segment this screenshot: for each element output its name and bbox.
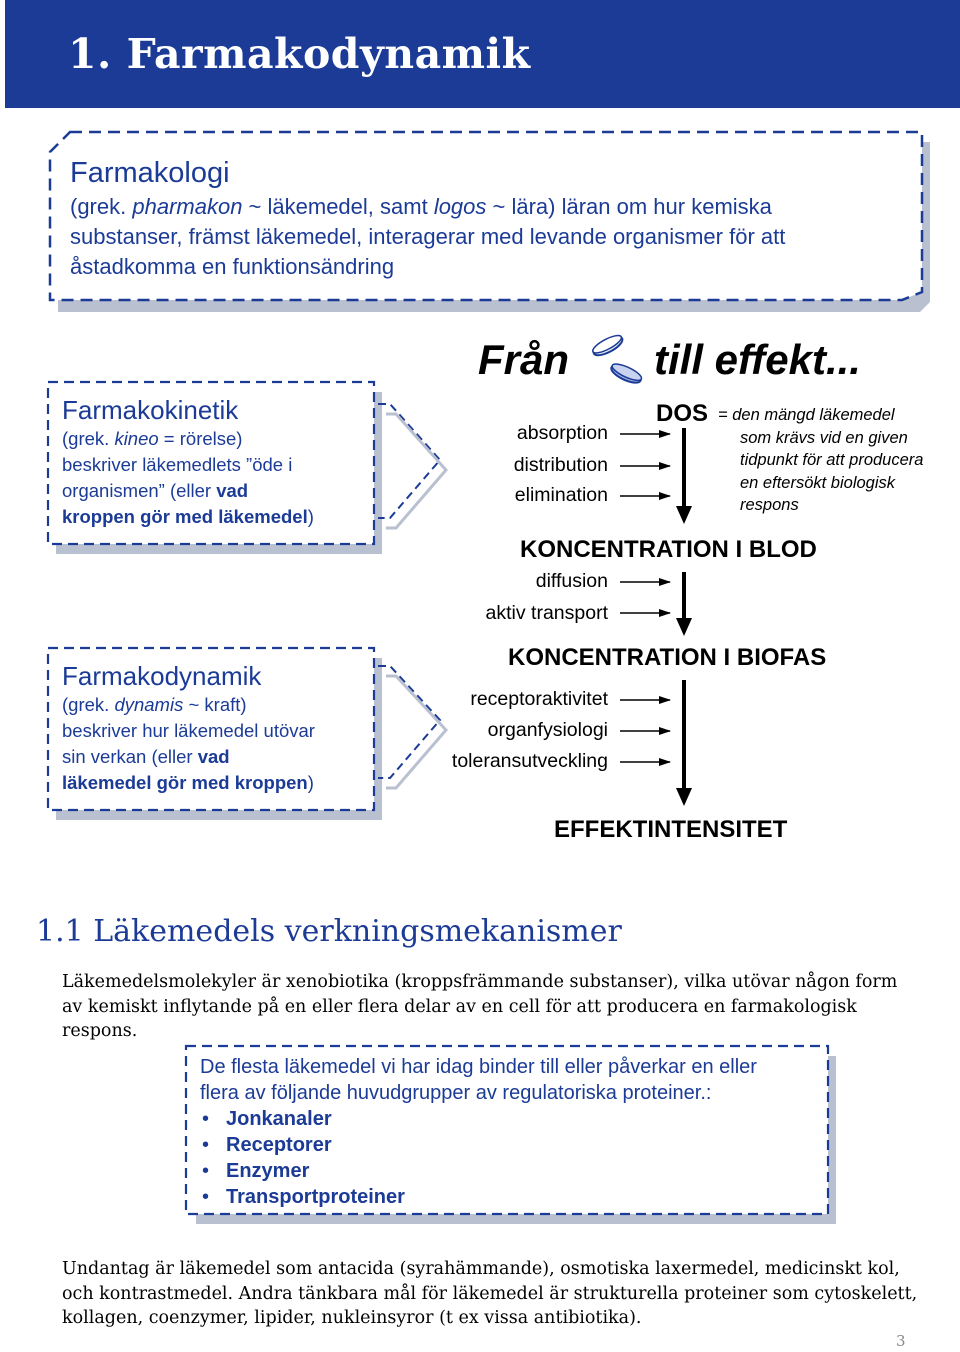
- farmakokinetik-heading: Farmakokinetik: [62, 395, 239, 425]
- kinetics-distribution: distribution: [513, 454, 608, 476]
- concentration-blood: KONCENTRATION I BLOD: [520, 536, 817, 563]
- flow-arrow-blood-biofas: [676, 572, 692, 636]
- groups-box-content: [200, 1054, 820, 1210]
- kinetik-connector: [378, 404, 440, 518]
- farmakodynamik-line3: sin verkan (eller vad: [62, 746, 230, 767]
- transport-diffusion: diffusion: [535, 570, 608, 592]
- dos-definition: = den mängd läkemedel som krävs vid en given tidpunkt för att producera en eftersökt biologisk respons: [718, 406, 924, 514]
- kinetics-absorption: absorption: [516, 422, 608, 444]
- farmakokinetik-line1: (grek. kineo = rörelse): [62, 428, 243, 449]
- dos-label: DOS: [656, 400, 709, 427]
- list-item: • Transportproteiner: [202, 1186, 405, 1208]
- concentration-biophase: KONCENTRATION I BIOFAS: [508, 644, 827, 671]
- transport-active: aktiv transport: [485, 602, 608, 624]
- farmakologi-block: [70, 156, 920, 282]
- effect-intensity: EFFEKTINTENSITET: [554, 816, 788, 843]
- list-item: • Jonkanaler: [202, 1108, 332, 1130]
- groups-intro-line2: flera av följande huvudgrupper av regulatoriska proteiner.:: [200, 1082, 712, 1104]
- page-number: 3: [896, 1332, 906, 1350]
- flow-arrow-biofas-effect: [676, 680, 692, 806]
- paragraph-xenobiotics: Läkemedelsmolekyler är xenobiotika (kroppsfrämmande substanser), vilka utövar någon form av kemiskt inflytande på en eller flera delar av en cell för att producera en farmakologisk respons.: [62, 972, 898, 1041]
- farmakologi-definition-line3: åstadkomma en funktionsändring: [70, 254, 395, 279]
- diagram-title-from: Från: [478, 336, 570, 383]
- groups-intro-line1: De flesta läkemedel vi har idag binder till eller påverkar en eller: [200, 1056, 757, 1078]
- farmakodynamik-line1: (grek. dynamis ~ kraft): [62, 694, 247, 715]
- diagram-title-to: till effekt...: [654, 336, 861, 383]
- dynamik-connector: [378, 666, 440, 778]
- farmakokinetik-line2: beskriver läkemedlets ”öde i: [62, 454, 293, 475]
- list-item: • Receptorer: [202, 1134, 332, 1156]
- farmakodynamik-line4: läkemedel gör med kroppen): [62, 772, 314, 793]
- dynamics-organ-physiology: organfysiologi: [487, 719, 608, 741]
- farmakokinetik-line4: kroppen gör med läkemedel): [62, 506, 314, 527]
- farmakokinetik-line3: organismen” (eller vad: [62, 480, 249, 501]
- list-item: • Enzymer: [202, 1160, 310, 1182]
- kinetik-connector-shadow: [386, 414, 446, 528]
- protein-groups-list: [200, 1106, 820, 1210]
- farmakologi-definition-line1: (grek. pharmakon ~ läkemedel, samt logos ~ lära) läran om hur kemiska: [70, 194, 772, 219]
- flow-arrow-dos-blood: [676, 428, 692, 524]
- farmakodynamik-block: [62, 660, 372, 796]
- farmakodynamik-heading: Farmakodynamik: [62, 661, 262, 691]
- farmakodynamik-line2: beskriver hur läkemedel utövar: [62, 720, 315, 741]
- section-heading: 1.1 Läkemedels verkningsmekanismer: [36, 914, 622, 949]
- page-title: 1. Farmakodynamik: [68, 30, 531, 78]
- dynamics-tolerance: toleransutveckling: [451, 750, 608, 772]
- paragraph-exceptions: Undantag är läkemedel som antacida (syrahämmande), osmotiska laxermedel, medicinskt kol, och kontrastmedel. Andra tänkbara mål för läkemedel är strukturella proteiner som cytoskelett, kollagen, coenzymer, lipider, nukleinsyror (t ex vissa antibiotika).: [62, 1259, 918, 1328]
- farmakokinetik-block: [62, 394, 372, 530]
- pill-icon: [591, 332, 644, 386]
- farmakologi-definition-line2: substanser, främst läkemedel, interagerar med levande organismer för att: [70, 224, 786, 249]
- dynamics-receptor-activity: receptoraktivitet: [470, 688, 608, 710]
- kinetics-elimination: elimination: [514, 484, 608, 506]
- dynamik-connector-shadow: [386, 676, 446, 788]
- farmakologi-heading: Farmakologi: [70, 157, 230, 189]
